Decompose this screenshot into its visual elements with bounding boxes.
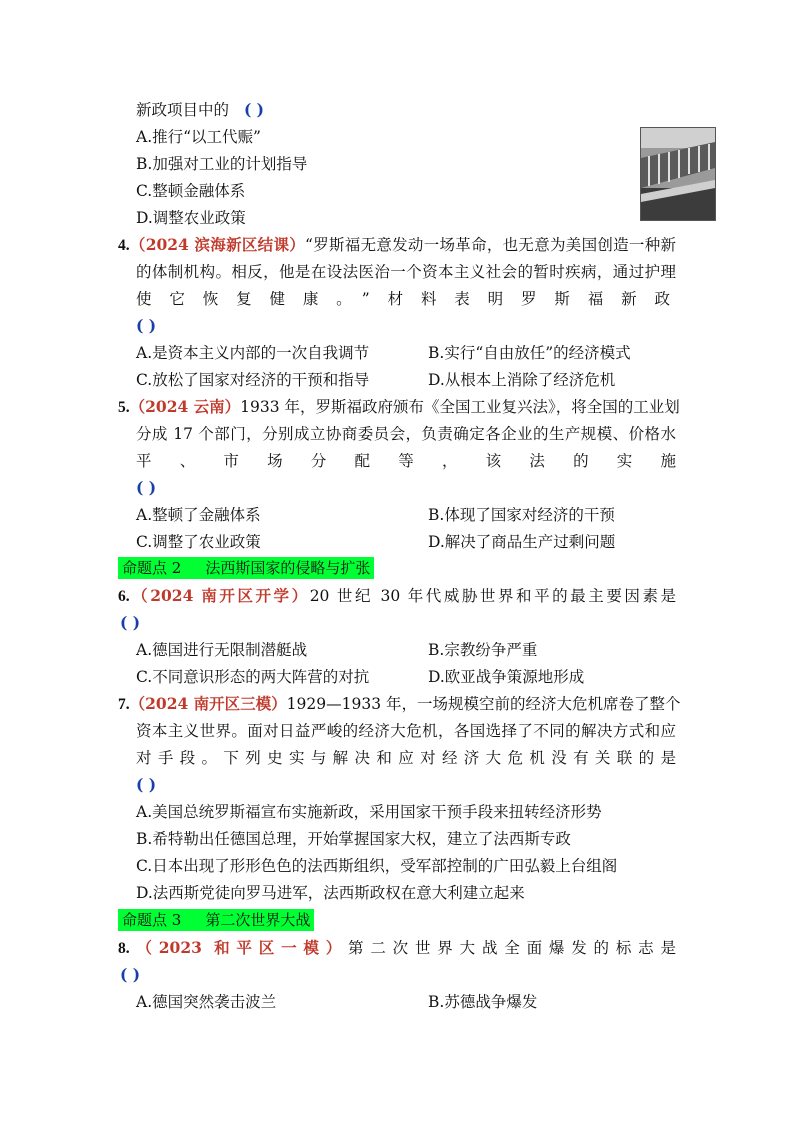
option-b: B.苏德战争爆发 (428, 993, 538, 1011)
question-4-line-2: 的体制机构。相反，他是在设法医治一个资本主义社会的暂时疾病，通过护理 (136, 263, 676, 281)
section-title: 法西斯国家的侵略与扩张 (205, 559, 371, 577)
question-number: 7. (118, 696, 130, 713)
question-5-line-2: 分成 17 个部门，分别成立协商委员会，负责确定各企业的生产规模、价格水 (136, 425, 676, 443)
answer-bracket: ( ) (120, 613, 141, 632)
option-b: B.体现了国家对经济的干预 (428, 506, 615, 524)
dam-photo-icon (640, 127, 716, 221)
question-7-line-3: 对手段。下列史实与解决和应对经济大危机没有关联的是 (136, 749, 676, 767)
question-4-line-3: 使它恢复健康。”材料表明罗斯福新政 (136, 290, 676, 308)
option-a: A.德国进行无限制潜艇战 (136, 641, 308, 659)
question-number: 4. (118, 237, 130, 254)
option-c: C.放松了国家对经济的干预和指导 (136, 371, 370, 389)
question-6-bracket (120, 613, 660, 633)
option-d: D.法西斯党徒向罗马进军，法西斯政权在意大利建立起来 (136, 884, 525, 902)
section-label: 命题点 3 (122, 911, 182, 929)
section-header-2 (118, 557, 374, 579)
option-a: A.是资本主义内部的一次自我调节 (136, 344, 370, 362)
question-source: （2024 南开区开学） (129, 586, 310, 605)
option-c: C.不同意识形态的两大阵营的对抗 (136, 668, 370, 686)
option-a: A.整顿了金融体系 (136, 506, 261, 524)
question-source: （2024 南开区三模） (129, 694, 287, 713)
section-header-3 (118, 909, 314, 931)
option-b: B.宗教纷争严重 (428, 641, 538, 659)
question-number: 5. (118, 399, 130, 416)
question-6-line-1 (118, 586, 676, 607)
section-title: 第二次世界大战 (205, 911, 311, 929)
option-c: C.整顿金融体系 (136, 182, 246, 200)
question-text: 1933 年，罗斯福政府颁布《全国工业复兴法》，将全国的工业划 (240, 398, 680, 416)
option-d: D.欧亚战争策源地形成 (428, 668, 585, 686)
question-text: “罗斯福无意发动一场革命，也无意为美国创造一种新 (305, 236, 676, 254)
option-d: D.调整农业政策 (136, 209, 246, 227)
section-label: 命题点 2 (122, 559, 182, 577)
question-number: 8. (118, 940, 130, 957)
question-7-bracket (136, 775, 676, 795)
question-4-line-1 (118, 235, 676, 256)
question-8-bracket (120, 965, 660, 985)
answer-bracket: ( ) (136, 478, 157, 497)
option-d: D.解决了商品生产过剩问题 (428, 533, 616, 551)
option-c: C.调整了农业政策 (136, 533, 261, 551)
answer-bracket: ( ) (136, 316, 157, 335)
question-stem-continuation (136, 100, 676, 120)
question-4-bracket (136, 316, 676, 336)
question-5-line-1 (118, 397, 680, 418)
option-a: A.美国总统罗斯福宣布实施新政，采用国家干预手段来扭转经济形势 (136, 803, 602, 821)
answer-bracket: ( ) (120, 965, 141, 984)
question-number: 6. (118, 588, 130, 605)
question-text: 1929—1933 年，一场规模空前的经济大危机席卷了整个 (286, 695, 681, 713)
option-b: B.实行“自由放任”的经济模式 (428, 344, 631, 362)
question-5-bracket (136, 478, 676, 498)
option-c: C.日本出现了形形色色的法西斯组织，受军部控制的广田弘毅上台组阁 (136, 857, 618, 875)
stem-text: 新政项目中的 (136, 101, 230, 119)
question-7-line-1 (118, 694, 681, 715)
question-8-line-1 (118, 938, 676, 959)
option-a: A.德国突然袭击波兰 (136, 993, 277, 1011)
option-d: D.从根本上消除了经济危机 (428, 371, 616, 389)
question-source: （2024 滨海新区结课） (129, 235, 306, 254)
question-source: （2023 和平区一模） (129, 938, 349, 957)
answer-bracket: ( ) (243, 100, 265, 119)
option-b: B.加强对工业的计划指导 (136, 155, 308, 173)
answer-bracket: ( ) (136, 775, 157, 794)
question-source: （2024 云南） (129, 397, 241, 416)
question-5-line-3: 平、市场分配等，该法的实施 (136, 452, 676, 470)
question-7-line-2: 资本主义世界。面对日益严峻的经济大危机，各国选择了不同的解决方式和应 (136, 722, 676, 740)
question-text: 20 世纪 30 年代威胁世界和平的最主要因素是 (309, 587, 676, 605)
question-text: 第二次世界大战全面爆发的标志是 (348, 939, 676, 957)
option-a: A.推行“以工代赈” (136, 128, 261, 146)
option-b: B.希特勒出任德国总理，开始掌握国家大权，建立了法西斯专政 (136, 830, 571, 848)
